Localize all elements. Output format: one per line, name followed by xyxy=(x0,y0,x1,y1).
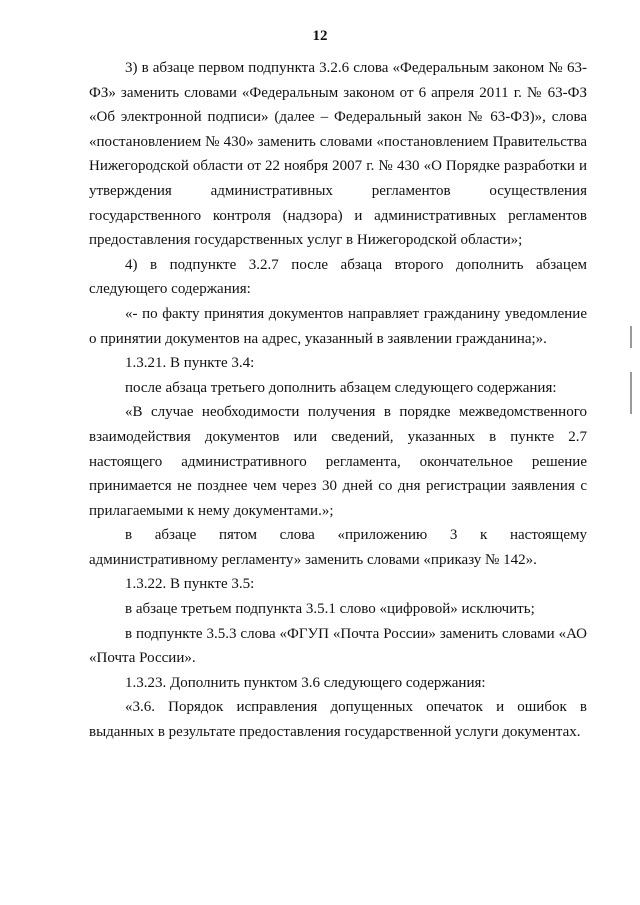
paragraph: 3) в абзаце первом подпункта 3.2.6 слова «Федеральным законом № 63-ФЗ» заменить словами «Федеральным законом от 6 апреля 2011 г. № 63-ФЗ «Об электронной подписи» (далее – Федеральный закон № 63-ФЗ)», слова «постановлением № 430» заменить словами «постановлением Правительства Нижегородской области от 22 ноября 2007 г. № 430 «О Порядке разработки и утверждения административных регламентов осуществления государственного контроля (надзора) и административных регламентов предоставления государственных услуг в Нижегородской области»; xyxy=(89,60,587,249)
page-number: 12 xyxy=(312,28,328,44)
scan-edge-mark xyxy=(630,372,632,414)
paragraph: «- по факту принятия документов направляет гражданину уведомление о принятии документов на адрес, указанный в заявлении гражданина;». xyxy=(89,305,587,347)
paragraph: 1.3.21. В пункте 3.4: xyxy=(125,355,255,372)
paragraph: в абзаце третьем подпункта 3.5.1 слово «цифровой» исключить; xyxy=(125,601,535,618)
paragraph: «3.6. Порядок исправления допущенных опечаток и ошибок в выданных в результате предоставления государственной услуги документах. xyxy=(89,699,587,741)
paragraph: «В случае необходимости получения в порядке межведомственного взаимодействия документов или сведений, указанных в пункте 2.7 настоящего административного регламента, окончательное решение принимается не позднее чем через 30 дней со дня регистрации заявления с прилагаемыми к нему документами.»; xyxy=(89,404,587,519)
document-body xyxy=(89,56,587,745)
paragraph: 1.3.22. В пункте 3.5: xyxy=(125,576,255,593)
paragraph: 4) в подпункте 3.2.7 после абзаца второго дополнить абзацем следующего содержания: xyxy=(89,256,587,298)
paragraph: в абзаце пятом слова «приложению 3 к настоящему административному регламенту» заменить словами «приказу № 142». xyxy=(89,527,587,568)
paragraph: 1.3.23. Дополнить пунктом 3.6 следующего содержания: xyxy=(125,674,486,691)
paragraph: в подпункте 3.5.3 слова «ФГУП «Почта России» заменить словами «АО «Почта России». xyxy=(89,625,587,667)
paragraph: после абзаца третьего дополнить абзацем следующего содержания: xyxy=(125,379,557,396)
scan-edge-mark xyxy=(630,326,632,348)
